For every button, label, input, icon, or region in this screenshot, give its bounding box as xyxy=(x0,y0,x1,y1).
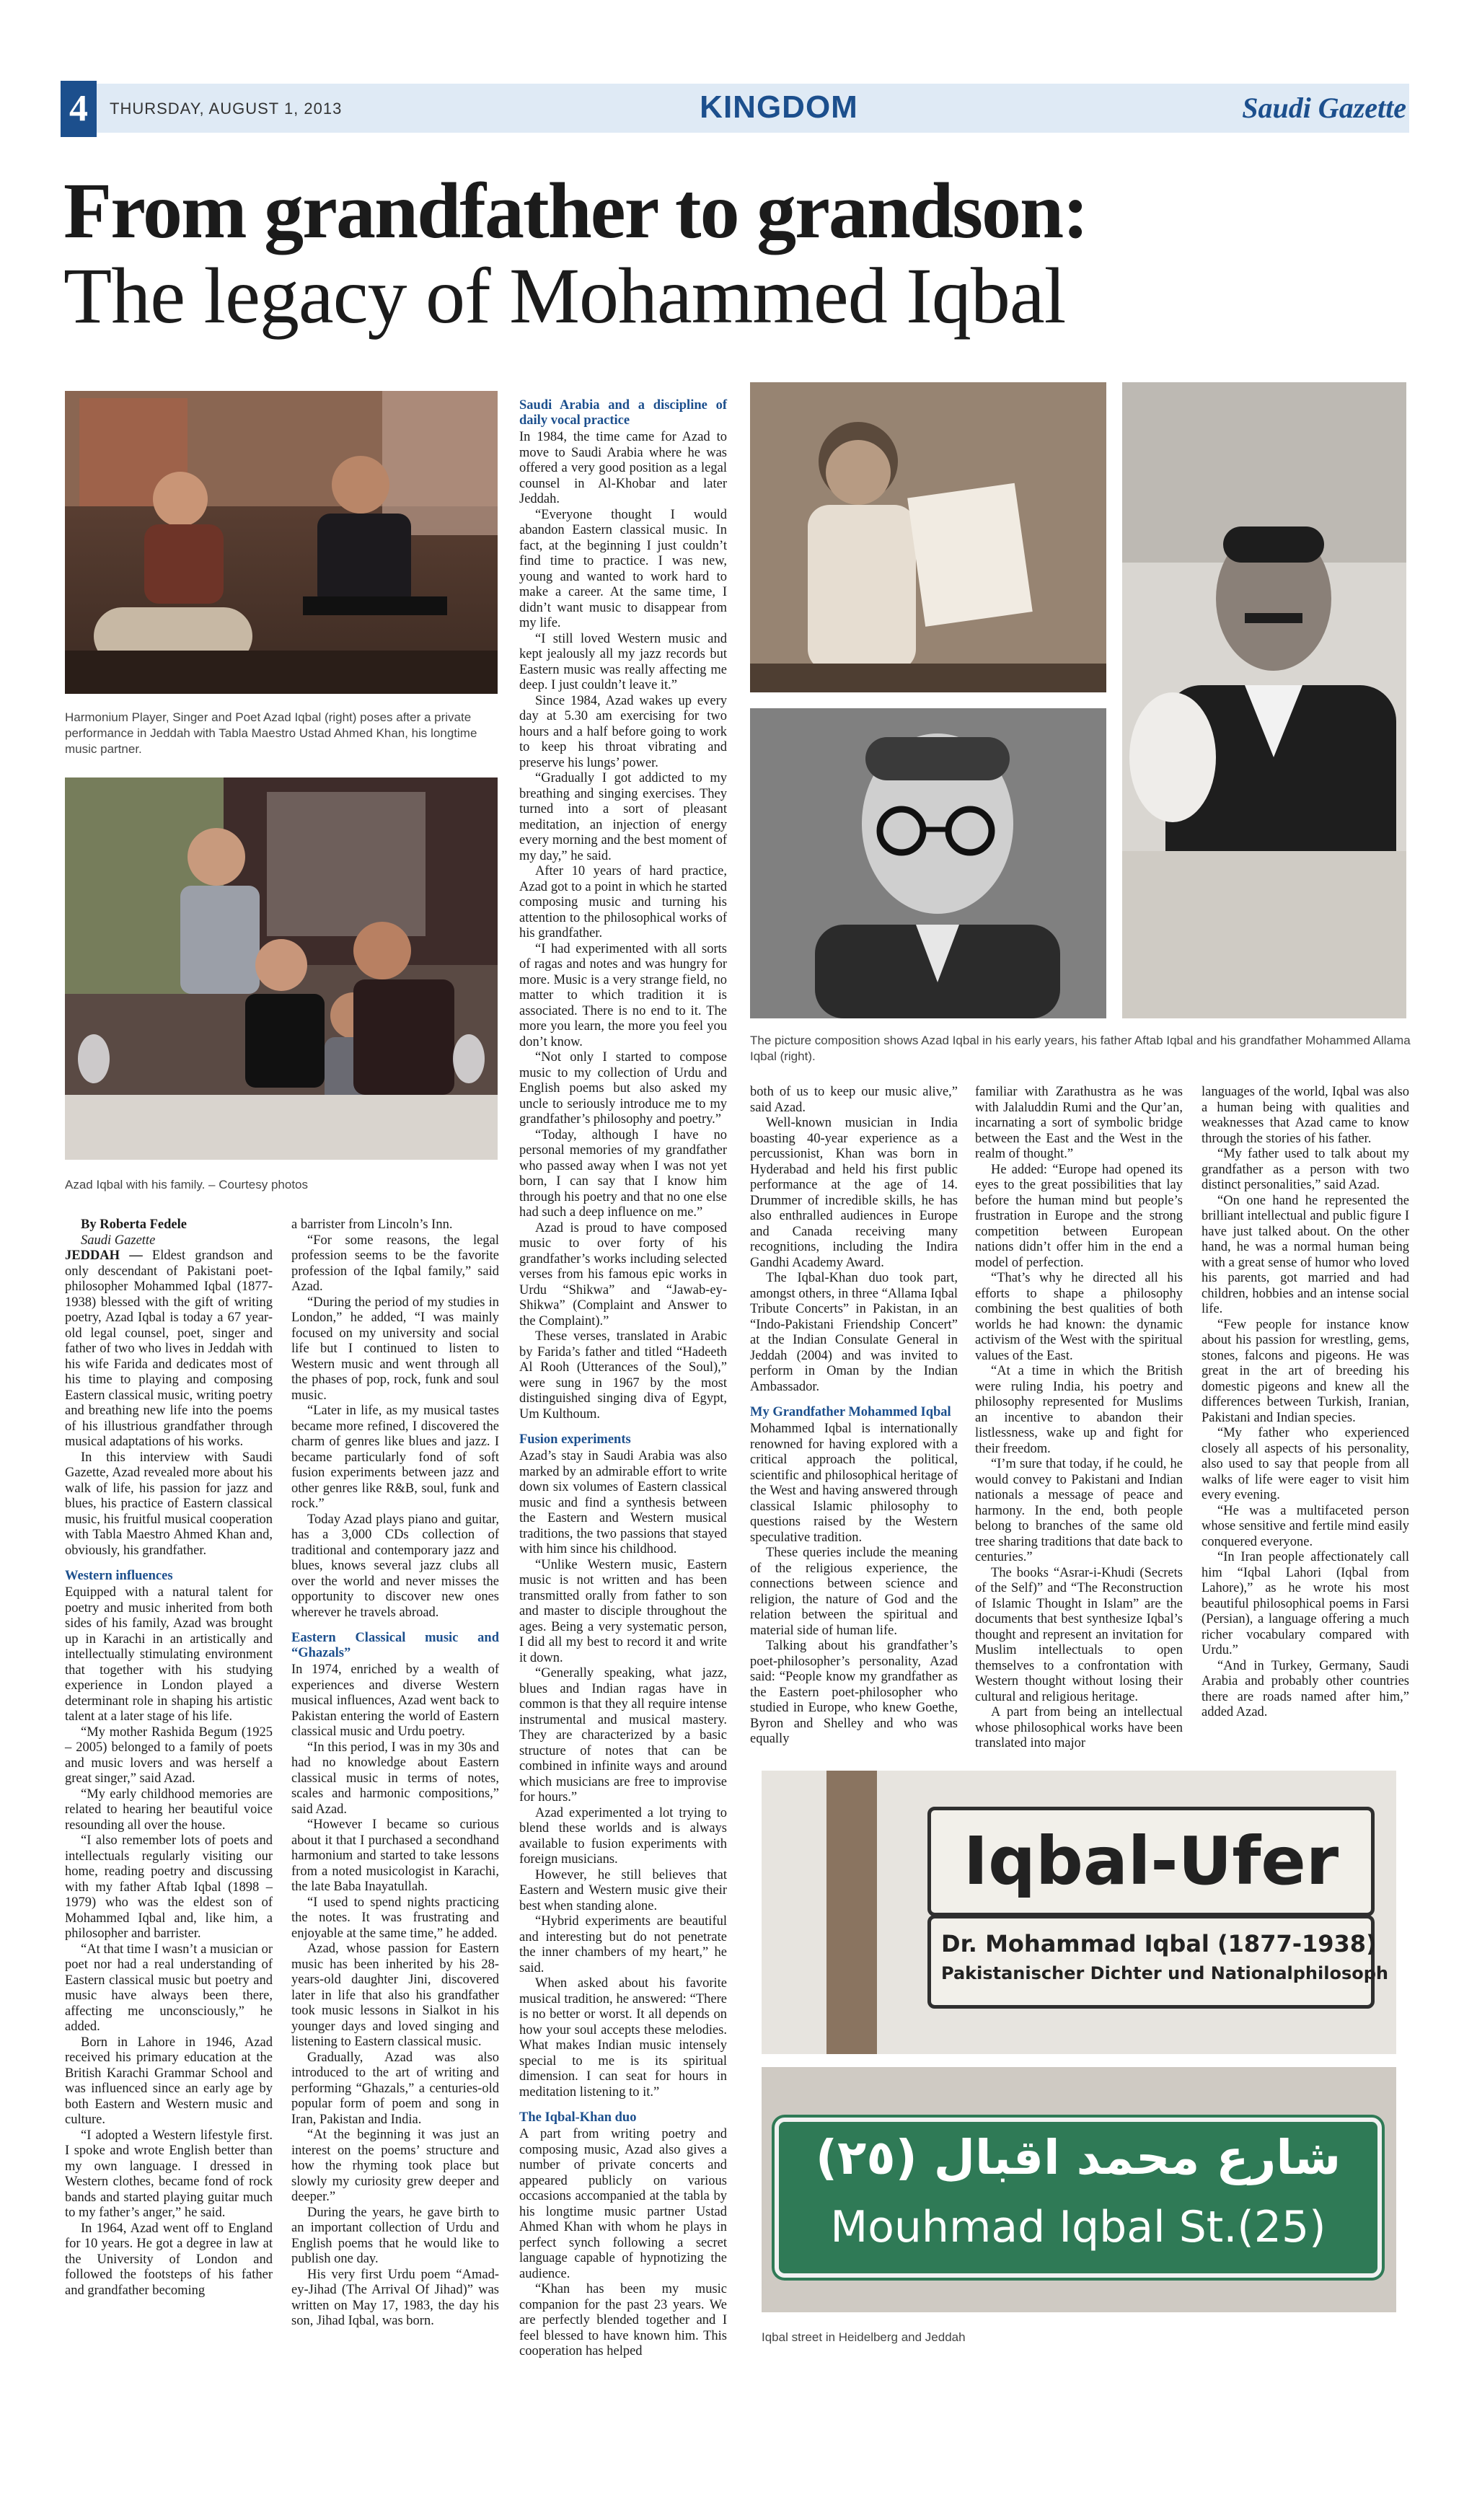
photo-azad-childhood xyxy=(750,382,1106,692)
caption-photo-composition: The picture composition shows Azad Iqbal in his early years, his father Aftab Iqbal and his grandfather Mohammed Allama Iqbal (right). xyxy=(750,1034,1411,1063)
body-paragraph: However, he still believes that Eastern and Western music give their best when standing alone. xyxy=(519,1867,727,1913)
body-paragraph: Equipped with a natural talent for poetry and music inherited from both sides of his family, Azad was brought up in Karachi in an artistically and intellectually stimulating environment that together with his studying experience in London played a determinant role in shaping his artistic talent at a later stage of his life. xyxy=(65,1585,273,1724)
body-paragraph: “At a time in which the British were ruling India, his poetry and philosophy represented for Muslims an incentive to abandon their listlessness, wake up and fight for their freedom. xyxy=(975,1364,1183,1456)
body-paragraph: “During the period of my studies in London,” he added, “I was mainly focused on my university and social life but I continued to listen to Western music and went through all the phases of pop, rock, funk and soul music. xyxy=(291,1295,499,1403)
body-paragraph: His very first Urdu poem “Amad-ey-Jihad (The Arrival Of Jihad)” was written on May 17, 1983, the day his son, Jihad Iqbal, was born. xyxy=(291,2267,499,2328)
street-sign-plate xyxy=(927,1807,1375,1916)
subheading: Eastern Classical music and “Ghazals” xyxy=(291,1631,499,1660)
body-paragraph: “I’m sure that today, if he could, he would convey to Pakistani and Indian nationals a message of peace and harmony. In the end, both people belong to branches of the same old tree sharing traditions that date back to centuries.” xyxy=(975,1457,1183,1564)
body-paragraph: He added: “Europe had opened its eyes to the great possibilities that lay before the human mind but people’s frustration in Europe and the strong competition between European nations didn’t offer him in the end a model of perfection. xyxy=(975,1162,1183,1270)
subheading: The Iqbal-Khan duo xyxy=(519,2110,637,2125)
body-paragraph: “That’s why he directed all his efforts to shape a philosophy combining the best qualities of both worlds he had known: the dynamic activism of the West with the spiritual values of the East. xyxy=(975,1271,1183,1363)
issue-date: THURSDAY, AUGUST 1, 2013 xyxy=(110,100,343,118)
caption-family: Azad Iqbal with his family. – Courtesy photos xyxy=(65,1178,309,1191)
body-paragraph: Well-known musician in India boasting 40-year experience as a percussionist, Khan was born in Hyderabad and held his first public performance at the age of 14. Drummer of incredible skills, he has also enthralled audiences in Europe and Canada receiving many recognitions, including the Indira Gandhi Academy Award. xyxy=(750,1116,958,1270)
body-paragraph: “I adopted a Western lifestyle first. I spoke and wrote English better than my own language. I dressed in Western clothes, became fond of rock bands and started playing guitar much to my father’s anger,” he said. xyxy=(65,2128,273,2220)
body-paragraph: In 1964, Azad went off to England for 10 years. He got a degree in law at the University of London and followed the footsteps of his father and grandfather becoming xyxy=(65,2221,273,2298)
article-column-4 xyxy=(750,1085,958,1748)
photo-family xyxy=(65,777,498,1160)
body-paragraph: “Generally speaking, what jazz, blues and Indian ragas have in common is that they all require intense instrumental and musical mastery. They are characterized by a basic structure of notes that can be combined in infinite ways and around which musicians are free to improvise for hours.” xyxy=(519,1666,727,1805)
body-paragraph: “Later in life, as my musical tastes became more refined, I discovered the charm of genres like blues and jazz. I became particularly fond of soft fusion experiments between jazz and other genres like R&B, soul, funk and rock.” xyxy=(291,1404,499,1511)
subheading: Fusion experiments xyxy=(519,1432,631,1447)
body-paragraph: “My father used to talk about my grandfather as a person with two distinct personalities,” said Azad. xyxy=(1202,1147,1409,1192)
body-paragraph: Born in Lahore in 1946, Azad received his primary education at the British Karachi Grammar School and was influenced since an early age by both Eastern and Western music and culture. xyxy=(65,2035,273,2127)
body-paragraph: “I had experimented with all sorts of ragas and notes and was hungry for more. Music is a very strange field, no matter to which tradition it is associated. There is no end to it. The more you learn, the more you feel you don’t know. xyxy=(519,941,727,1049)
body-paragraph: In 1974, enriched by a wealth of experiences and diverse Western musical influences, Azad went back to Pakistan entering the world of Eastern classical music and Urdu poetry. xyxy=(291,1662,499,1739)
body-paragraph: “Not only I started to compose music to my collection of Urdu and English poems but also asked my uncle to seriously introduce me to my grandfather’s philosophy and poetry.” xyxy=(519,1050,727,1127)
lead-text: Eldest grandson and only descendant of Pakistani poet-philosopher Mohammed Iqbal (1877-1938) blessed with the gift of writing poetry, Azad Iqbal is today a 67 year-old legal counsel, poet, singer and father of two who lives in Jeddah with his wife Farida and dedicates most of his time to playing and composing Eastern classical music, writing poetry and breathing new life into the poems of his illustrious grandfather through musical adaptations of his works. xyxy=(65,1248,273,1449)
body-paragraph: After 10 years of hard practice, Azad got to a point in which he started composing music and turning his attention to the philosophical works of his grandfather. xyxy=(519,864,727,940)
article-column-6 xyxy=(1202,1085,1409,1721)
body-paragraph: A part from being an intellectual whose philosophical works have been translated into major xyxy=(975,1705,1183,1750)
body-paragraph: “Gradually I got addicted to my breathing and singing exercises. They turned into a sort of pleasant meditation, an injection of energy every morning and the best moment of my day,” he said. xyxy=(519,771,727,863)
body-paragraph: “I still loved Western music and kept jealously all my jazz records but Eastern music was really affecting me deep. I just couldn’t leave it.” xyxy=(519,631,727,692)
street-sign-subtitle-1: Dr. Mohammad Iqbal (1877-1938) xyxy=(941,1930,1377,1957)
section-title: KINGDOM xyxy=(700,89,858,125)
body-paragraph: “I also remember lots of poets and intellectuals regularly visiting our home, reading poetry and discussing with my father Aftab Iqbal (1898 – 1979) who was the eldest son of Mohammed Iqbal and, like him, a philosopher and barrister. xyxy=(65,1833,273,1941)
body-paragraph: “In Iran people affectionately call him “Iqbal Lahori (Iqbal from Lahore),” as he wrote his most beautiful philosophical poems in Farsi (Persian), a language offering a much richer vocabulary compared with Urdu.” xyxy=(1202,1550,1409,1657)
subheading: My Grandfather Mohammed Iqbal xyxy=(750,1405,951,1419)
body-paragraph: a barrister from Lincoln’s Inn. xyxy=(291,1217,453,1232)
body-paragraph: “My early childhood memories are related to hearing her beautiful voice resounding all over the house. xyxy=(65,1787,273,1833)
body-paragraph: Azad’s stay in Saudi Arabia was also marked by an admirable effort to write down six volumes of Eastern classical music and find a synthesis between the Eastern and Western musical traditions, the two passions that stayed with him since his childhood. xyxy=(519,1449,727,1556)
photo-heidelberg-street-sign xyxy=(762,1771,1396,2054)
headline-line-2: The legacy of Mohammed Iqbal xyxy=(63,252,1066,340)
body-paragraph: These queries include the meaning of the religious experience, the connections between science and religion, the nature of God and the relation between the spiritual and material side of human life. xyxy=(750,1546,958,1638)
body-paragraph: The Iqbal-Khan duo took part, amongst others, in three “Allama Iqbal Tribute Concerts” in Pakistan, in an “Indo-Pakistani Friendship Concert” at the Indian Consulate General in Jeddah (2004) and was invited to perform in Oman by the Indian Ambassador. xyxy=(750,1271,958,1394)
body-paragraph: Azad, whose passion for Eastern music has been inherited by his 28-years-old daughter Jini, discovered later in life that also his grandfather took music lessons in Sialkot in his younger days and loved singing and listening to Eastern classical music. xyxy=(291,1942,499,2049)
body-paragraph: “Unlike Western music, Eastern music is not written and has been transmitted orally from father to son and master to disciple throughout the ages. Being a very systematic person, I did all my best to record it and write it down. xyxy=(519,1557,727,1665)
body-paragraph: “And in Turkey, Germany, Saudi Arabia and probably other countries there are roads named after him,” added Azad. xyxy=(1202,1658,1409,1719)
body-paragraph: both of us to keep our music alive,” said Azad. xyxy=(750,1085,958,1115)
body-paragraph: “In this period, I was in my 30s and had no knowledge about Eastern classical music in terms of notes, scales and harmonic compositions,” said Azad. xyxy=(291,1740,499,1817)
body-paragraph: Mohammed Iqbal is internationally renowned for having explored with a critical approach the political, scientific and philosophical heritage of the West and having answered through classical Islamic philosophy to questions raised by the Western speculative tradition. xyxy=(750,1422,958,1545)
subheading: Western influences xyxy=(65,1569,173,1583)
photo-harmonium-performance xyxy=(65,391,498,694)
body-paragraph: The books “Asrar-i-Khudi (Secrets of the Self)” and “The Reconstruction of Islamic Thought in Islam” are the documents that best synthesize Iqbal’s thought and represent an invitation for Muslim intellectuals to open themselves to a confrontation with Western thought without losing their cultural and religious heritage. xyxy=(975,1565,1183,1704)
body-paragraph: Since 1984, Azad wakes up every day at 5.30 am exercising for two hours and a half before going to work to keep his throat vibrating and preserve his lungs’ power. xyxy=(519,693,727,770)
body-paragraph: A part from writing poetry and composing music, Azad also gives a number of private concerts and appeared publicly on various occasions accompanied at the tabla by his longtime music partner Ustad Ahmed Khan with whom he plays in perfect synch following a secret language capable of hypnotizing the audience. xyxy=(519,2127,727,2281)
street-sign-subplate xyxy=(927,1915,1388,2009)
body-paragraph: “At that time I wasn’t a musician or poet nor had a real understanding of Eastern classical music but poetry and music have always been there, affecting me unconsciously,” he added. xyxy=(65,1942,273,2034)
subheading: Saudi Arabia and a discipline of daily vocal practice xyxy=(519,398,727,428)
body-paragraph: Talking about his grandfather’s poet-philosopher’s personality, Azad said: “People know my grandfather as the Eastern poet-philosopher who studied in Europe, who knew Goethe, Byron and Shelley and who was equally xyxy=(750,1639,958,1746)
street-sign-green-plate xyxy=(775,2118,1382,2278)
newspaper-logo: Saudi Gazette xyxy=(1242,92,1406,124)
photo-allama-iqbal xyxy=(1122,382,1406,1018)
street-sign-arabic: شارع محمد اقبال (٢٥) xyxy=(815,2130,1341,2185)
body-paragraph: “My mother Rashida Begum (1925 – 2005) belonged to a family of poets and music lovers and was herself a great singer,” said Azad. xyxy=(65,1724,273,1786)
photo-aftab-iqbal xyxy=(750,708,1106,1018)
article-column-3 xyxy=(519,388,727,2360)
street-sign-title: Iqbal-Ufer xyxy=(963,1823,1339,1900)
byline-author: By Roberta Fedele xyxy=(81,1217,187,1232)
caption-harmonium: Harmonium Player, Singer and Poet Azad Iqbal (right) poses after a private performance in Jeddah with Tabla Maestro Ustad Ahmed Khan, his longtime music partner. xyxy=(65,710,477,756)
body-paragraph: In 1984, the time came for Azad to move to Saudi Arabia where he was offered a very good position as a legal counsel in Al-Khobar and later Jeddah. xyxy=(519,430,727,506)
body-paragraph: “On one hand he represented the brilliant intellectual and public figure I have just talked about. On the other hand, he was a normal human being with a great sense of humor who loved his parents, got married and had children, hobbies and an intense social life. xyxy=(1202,1193,1409,1316)
body-paragraph: These verses, translated in Arabic by Farida’s father and titled “Hadeeth Al Rooh (Utterances of the Soul),” were sung in 1967 by the most distinguished singing diva of Egypt, Um Kulthoum. xyxy=(519,1329,727,1422)
body-paragraph: “However I became so curious about it that I purchased a secondhand harmonium and started to take lessons from a noted musicologist in Karachi, the late Baba Inayatullah. xyxy=(291,1818,499,1894)
body-paragraph: “He was a multifaceted person whose sensitive and fertile mind easily conquered everyone. xyxy=(1202,1503,1409,1549)
body-paragraph: “Hybrid experiments are beautiful and interesting but do not penetrate the inner chambers of my heart,” he said. xyxy=(519,1914,727,1975)
article-column-2 xyxy=(291,1217,499,2330)
byline-publication: Saudi Gazette xyxy=(81,1233,156,1248)
body-paragraph: During the years, he gave birth to an important collection of Urdu and English poems that he would like to publish one day. xyxy=(291,2205,499,2266)
article-column-5 xyxy=(975,1085,1183,1752)
page-number: 4 xyxy=(61,81,97,137)
body-paragraph: “Today, although I have no personal memories of my grandfather who passed away when I was not yet born, I can say that I know him through his poetry and that no one else had such a deep influence on me.” xyxy=(519,1127,727,1220)
dateline: JEDDAH — xyxy=(65,1248,143,1263)
sign-pole xyxy=(826,1771,877,2054)
headline-line-1: From grandfather to grandson: xyxy=(63,167,1088,255)
body-paragraph: “At the beginning it was just an interest on the poems’ structure and how the rhyming took place but slowly my curiosity grew deeper and deeper.” xyxy=(291,2128,499,2204)
body-paragraph: “For some reasons, the legal profession seems to be the favorite profession of the Iqbal family,” said Azad. xyxy=(291,1233,499,1294)
street-sign-english: Mouhmad Iqbal St.(25) xyxy=(830,2202,1326,2252)
photo-jeddah-street-sign xyxy=(762,2067,1396,2312)
body-paragraph: Azad experimented a lot trying to blend these worlds and is always available to fusion experiments with foreign musicians. xyxy=(519,1805,727,1867)
article-column-1 xyxy=(65,1217,273,2299)
caption-street-signs: Iqbal street in Heidelberg and Jeddah xyxy=(762,2330,966,2344)
body-paragraph: languages of the world, Iqbal was also a human being with qualities and weaknesses that Azad came to know through the stories of his father. xyxy=(1202,1085,1409,1146)
body-paragraph: “Few people for instance know about his passion for wrestling, gems, stones, falcons and pigeons. He was great in the art of breeding his domestic pigeons and knew all the differences between Turkish, Iranian, Pakistani and Indian species. xyxy=(1202,1317,1409,1425)
street-sign-subtitle-2: Pakistanischer Dichter und Nationalphilosoph xyxy=(941,1963,1388,1983)
body-paragraph: Azad is proud to have composed music to over forty of his grandfather’s works including selected verses from his famous epic works in Urdu “Shikwa” and “Jawab-ey-Shikwa” (Complaint and Answer to the Complaint).” xyxy=(519,1220,727,1329)
lead-paragraph xyxy=(65,1248,273,1450)
body-paragraph: In this interview with Saudi Gazette, Azad revealed more about his walk of life, his passion for jazz and blues, his practice of Eastern classical music, his fruitful musical cooperation with Tabla Maestro Ahmed Khan and, obviously, his grandfather. xyxy=(65,1450,273,1558)
body-paragraph: “I used to spend nights practicing the notes. It was frustrating and enjoyable at the same time,” he added. xyxy=(291,1895,499,1941)
body-paragraph: Today Azad plays piano and guitar, has a 3,000 CDs collection of traditional and contemporary jazz and blues, knows several jazz clubs all over the world and never misses the opportunity to discover new ones wherever he travels abroad. xyxy=(291,1512,499,1620)
body-paragraph: “Khan has been my music companion for the past 23 years. We are perfectly blended together and I feel blessed to have known him. This cooperation has helped xyxy=(519,2282,727,2358)
body-paragraph: Gradually, Azad was also introduced to the art of writing and performing “Ghazals,” a centuries-old popular form of poem and song in Iran, Pakistan and India. xyxy=(291,2050,499,2127)
body-paragraph: “My father who experienced closely all aspects of his personality, also used to say that people from all walks of life were eager to visit him every evening. xyxy=(1202,1426,1409,1502)
body-paragraph: When asked about his favorite musical tradition, he answered: “There is no better or worst. It all depends on how your soul accepts these melodies. What makes Indian music intensely special to me is its spiritual dimension. I can seat for hours in meditation listening to it.” xyxy=(519,1976,727,2100)
body-paragraph: “Everyone thought I would abandon Eastern classical music. In fact, at the beginning I just couldn’t find time to practice. I was new, young and wanted to work hard to make a career. At the same time, I didn’t want music to disappear from my life. xyxy=(519,507,727,630)
body-paragraph: familiar with Zarathustra as he was with Jalaluddin Rumi and the Qur’an, incarnating a sort of symbolic bridge between the East and the West in the realm of thought.” xyxy=(975,1085,1183,1161)
